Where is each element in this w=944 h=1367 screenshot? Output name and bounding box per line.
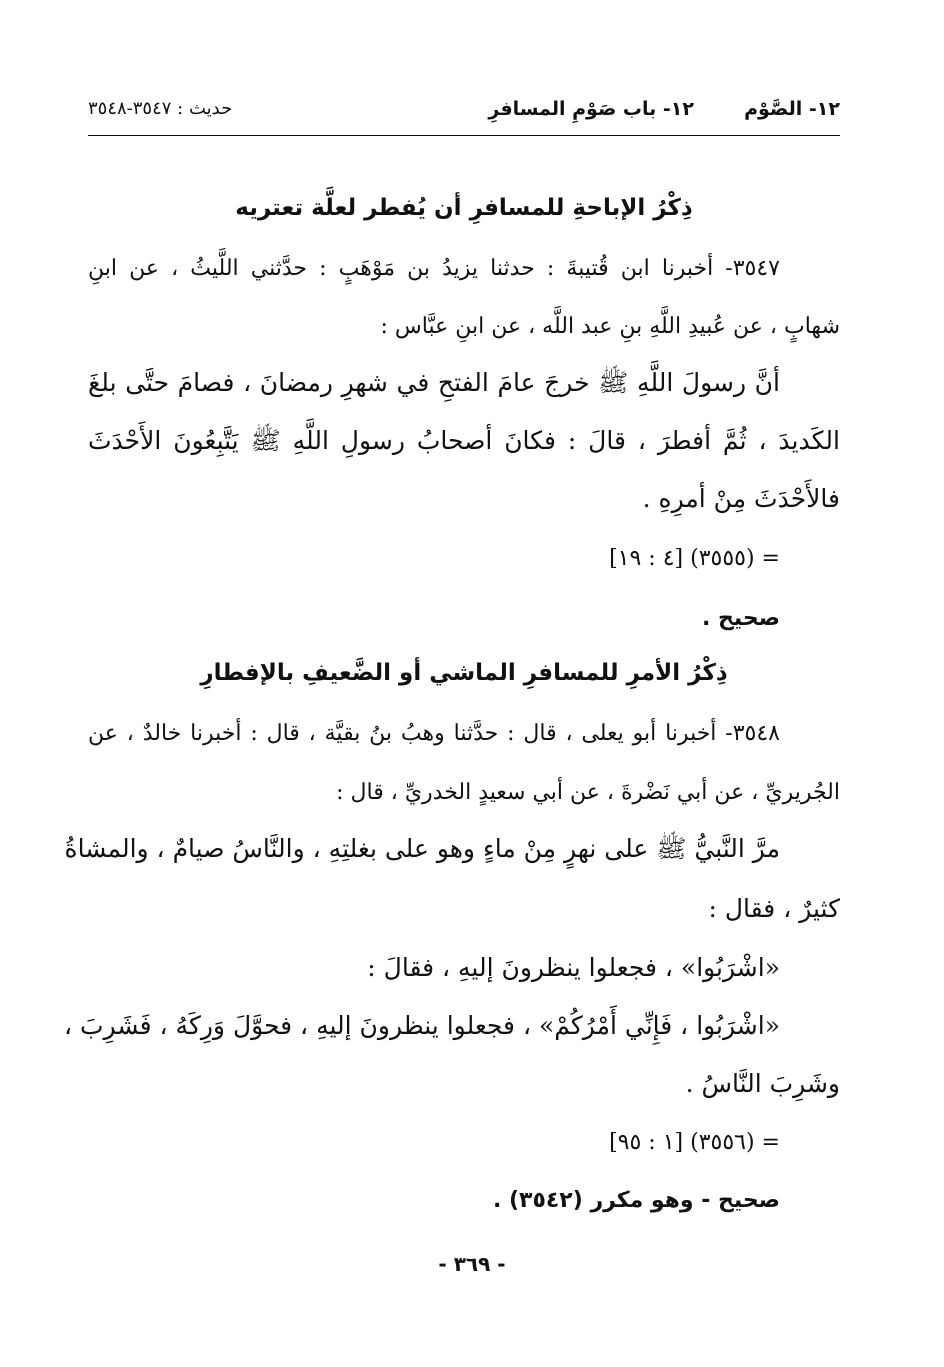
grading: صحيح - وهو مكرر (٣٥٤٢) .	[492, 1188, 780, 1213]
hadith-range: حديث : ٣٥٤٧-٣٥٤٨	[88, 98, 233, 119]
matn-line: مرَّ النَّبيُّ ﷺ على نهرٍ مِنْ ماءٍ وهو على بغلتِهِ ، والنَّاسُ صيامٌ ، والمشاةُ	[64, 834, 780, 863]
page-number: - ٣٦٩ -	[438, 1252, 506, 1276]
cross-reference: = (٣٥٥٥) [٤ : ١٩]	[609, 546, 780, 571]
matn-line: «اشْرَبُوا ، فَإِنِّي أَمْرُكُمْ» ، فجعلوا ينظرونَ إليهِ ، فحوَّلَ وَرِكَهُ ، فَشَرِبَ ،	[63, 1011, 780, 1040]
matn-line: وشَرِبَ النَّاسُ .	[685, 1069, 840, 1098]
matn-line: أنَّ رسولَ اللَّهِ ﷺ خرجَ عامَ الفتحِ في شهرِ رمضانَ ، فصامَ حتَّى بلغَ	[88, 368, 780, 397]
matn-line: «اشْرَبُوا» ، فجعلوا ينظرونَ إليهِ ، فقالَ :	[367, 953, 780, 982]
matn-line: كثيرٌ ، فقال :	[708, 894, 840, 923]
cross-reference: = (٣٥٥٦) [١ : ٩٥]	[609, 1130, 780, 1155]
section-title: ١٢- باب صَوْمِ المسافرِ	[488, 98, 694, 120]
header-rule	[88, 135, 840, 136]
section-heading: ذِكْرُ الأمرِ للمسافرِ الماشي أو الضَّعيفِ بالإفطارِ	[200, 660, 728, 686]
isnad-line: الجُريريِّ ، عن أبي نَضْرةَ ، عن أبي سعيدٍ الخدريِّ ، قال :	[336, 780, 840, 805]
chapter-title: ١٢- الصَّوْم	[744, 98, 840, 120]
grading: صحيح .	[702, 606, 780, 631]
matn-line: فالأَحْدَثَ مِنْ أمرِهِ .	[642, 484, 840, 513]
running-header	[88, 98, 840, 132]
matn-line: الكَديدَ ، ثُمَّ أفطرَ ، قالَ : فكانَ أصحابُ رسولِ اللَّهِ ﷺ يَتَّبِعُونَ الأَحْدَثَ	[88, 426, 840, 455]
isnad-line: ٣٥٤٧- أخبرنا ابن قُتيبةَ : حدثنا يزيدُ بن مَوْهَبٍ : حدَّثني اللَّيثُ ، عن ابنِ	[88, 256, 780, 281]
isnad-line: شهابٍ ، عن عُبيدِ اللَّهِ بنِ عبد اللَّه ، عن ابنِ عبَّاس :	[380, 314, 840, 339]
isnad-line: ٣٥٤٨- أخبرنا أبو يعلى ، قال : حدَّثنا وهبُ بنُ بقيَّة ، قال : أخبرنا خالدٌ ، عن	[88, 721, 780, 746]
section-heading: ذِكْرُ الإباحةِ للمسافرِ أن يُفطر لعلَّة تعتريه	[235, 195, 693, 221]
